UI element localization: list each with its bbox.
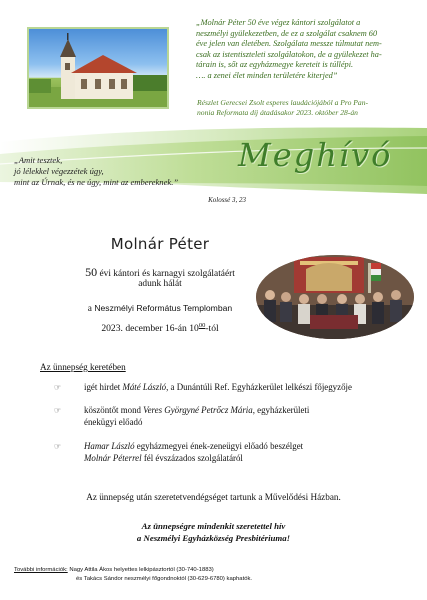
pointing-hand-icon: ☞ [54, 406, 62, 415]
item-post: egyházmegyei ének-zeneügyi előadó beszélget [134, 441, 304, 451]
quote-line: csak az istentiszteleti szolgálatokon, de a gyülekezet ha- [196, 49, 382, 59]
quote-line: …. a zenei élet minden területére kiterjed” [196, 70, 338, 80]
honoree-ref: Molnár Péterrel [84, 452, 142, 463]
item-pre: köszöntőt mond [84, 405, 144, 415]
attribution-line: nonia Reformata díj átadásakor 2023. október 28-án [197, 108, 358, 117]
thanks-line: adunk hálát [138, 279, 182, 289]
years-count: 50 [85, 265, 98, 279]
pointing-hand-icon: ☞ [54, 442, 62, 451]
quote-line: „Molnár Péter 50 éve végez kántori szolgálatot a [196, 18, 361, 27]
program-title: Az ünnepség keretében [40, 362, 126, 372]
bible-line: jó lélekkel végezzétek úgy, [14, 166, 104, 176]
speaker-name: Máté László [122, 382, 167, 392]
item-pre: igét hirdet [84, 382, 123, 392]
speaker-name: Veres Györgyné Petrőcz Mária [143, 405, 253, 415]
laudation-quote [196, 18, 414, 81]
event-date: 2023. december 16-án 10 [101, 323, 199, 335]
service-text: évi kántori és karnagyi szolgálatáért [97, 269, 235, 279]
quote-line: éve jelen van életében. Szolgálata messze túlmutat nem- [196, 39, 382, 48]
info-label: További információk: [14, 567, 68, 573]
quote-line: tárain is, sőt az egyházmegye kereteit is túllépi. [196, 60, 354, 69]
program-item-text [84, 405, 404, 428]
program-item-text [84, 441, 404, 464]
invitation-title: Meghívó [238, 136, 393, 174]
bible-line: „Amit tesztek, [14, 155, 63, 165]
church-name: Neszmélyi Református Templomban [94, 303, 233, 313]
item-line2: fél évszázados szolgálatáról [141, 452, 243, 463]
honoree-name: Molnár Péter [110, 235, 210, 253]
quote-line: neszmélyi gyülekezetben, de ez a szolgálat csaknem 60 [196, 28, 378, 38]
bible-line: mint az Úrnak, és ne úgy, mint az embereknek.” [14, 177, 179, 187]
item-post: , egyházkerületi [252, 405, 310, 415]
info-line1: Nagy Attila Ákos helyettes lelkipásztortól (30-740-1883) [67, 567, 214, 573]
welcome-message [20, 520, 407, 544]
location-line [40, 303, 280, 314]
event-time-minutes: 00 [198, 322, 206, 329]
event-time-suffix: -tól [205, 323, 219, 335]
choir-photo [256, 255, 414, 339]
reception-note: Az ünnepség után szeretetvendégséget tartunk a Művelődési Házban. [86, 492, 341, 502]
welcome-line: a Neszmélyi Egyházközség Presbitériuma! [136, 533, 291, 543]
bible-quote [14, 155, 254, 188]
location-prefix: a [87, 304, 95, 314]
speaker-name: Hamar László [84, 441, 135, 451]
quote-attribution [197, 98, 413, 118]
pointing-hand-icon: ☞ [54, 383, 62, 392]
date-line [40, 322, 280, 334]
bible-reference: Kolossé 3, 23 [208, 196, 246, 204]
info-line2: és Takács Sándor neszmélyi főgondnoktól (30-629-6780) kaphatók. [76, 576, 253, 582]
contact-info [14, 566, 414, 584]
church-photo [27, 27, 169, 109]
welcome-line: Az ünnepségre mindenkit szeretettel hív [141, 521, 286, 531]
program-item-text [84, 382, 404, 394]
service-line [40, 265, 280, 280]
attribution-line: Részlet Gerecsei Zsolt esperes laudációjából a Pro Pan- [197, 98, 369, 107]
item-line2: énekügyi előadó [84, 416, 143, 427]
item-post: , a Dunántúli Ref. Egyházkerület lelkészi főjegyzője [166, 382, 352, 392]
